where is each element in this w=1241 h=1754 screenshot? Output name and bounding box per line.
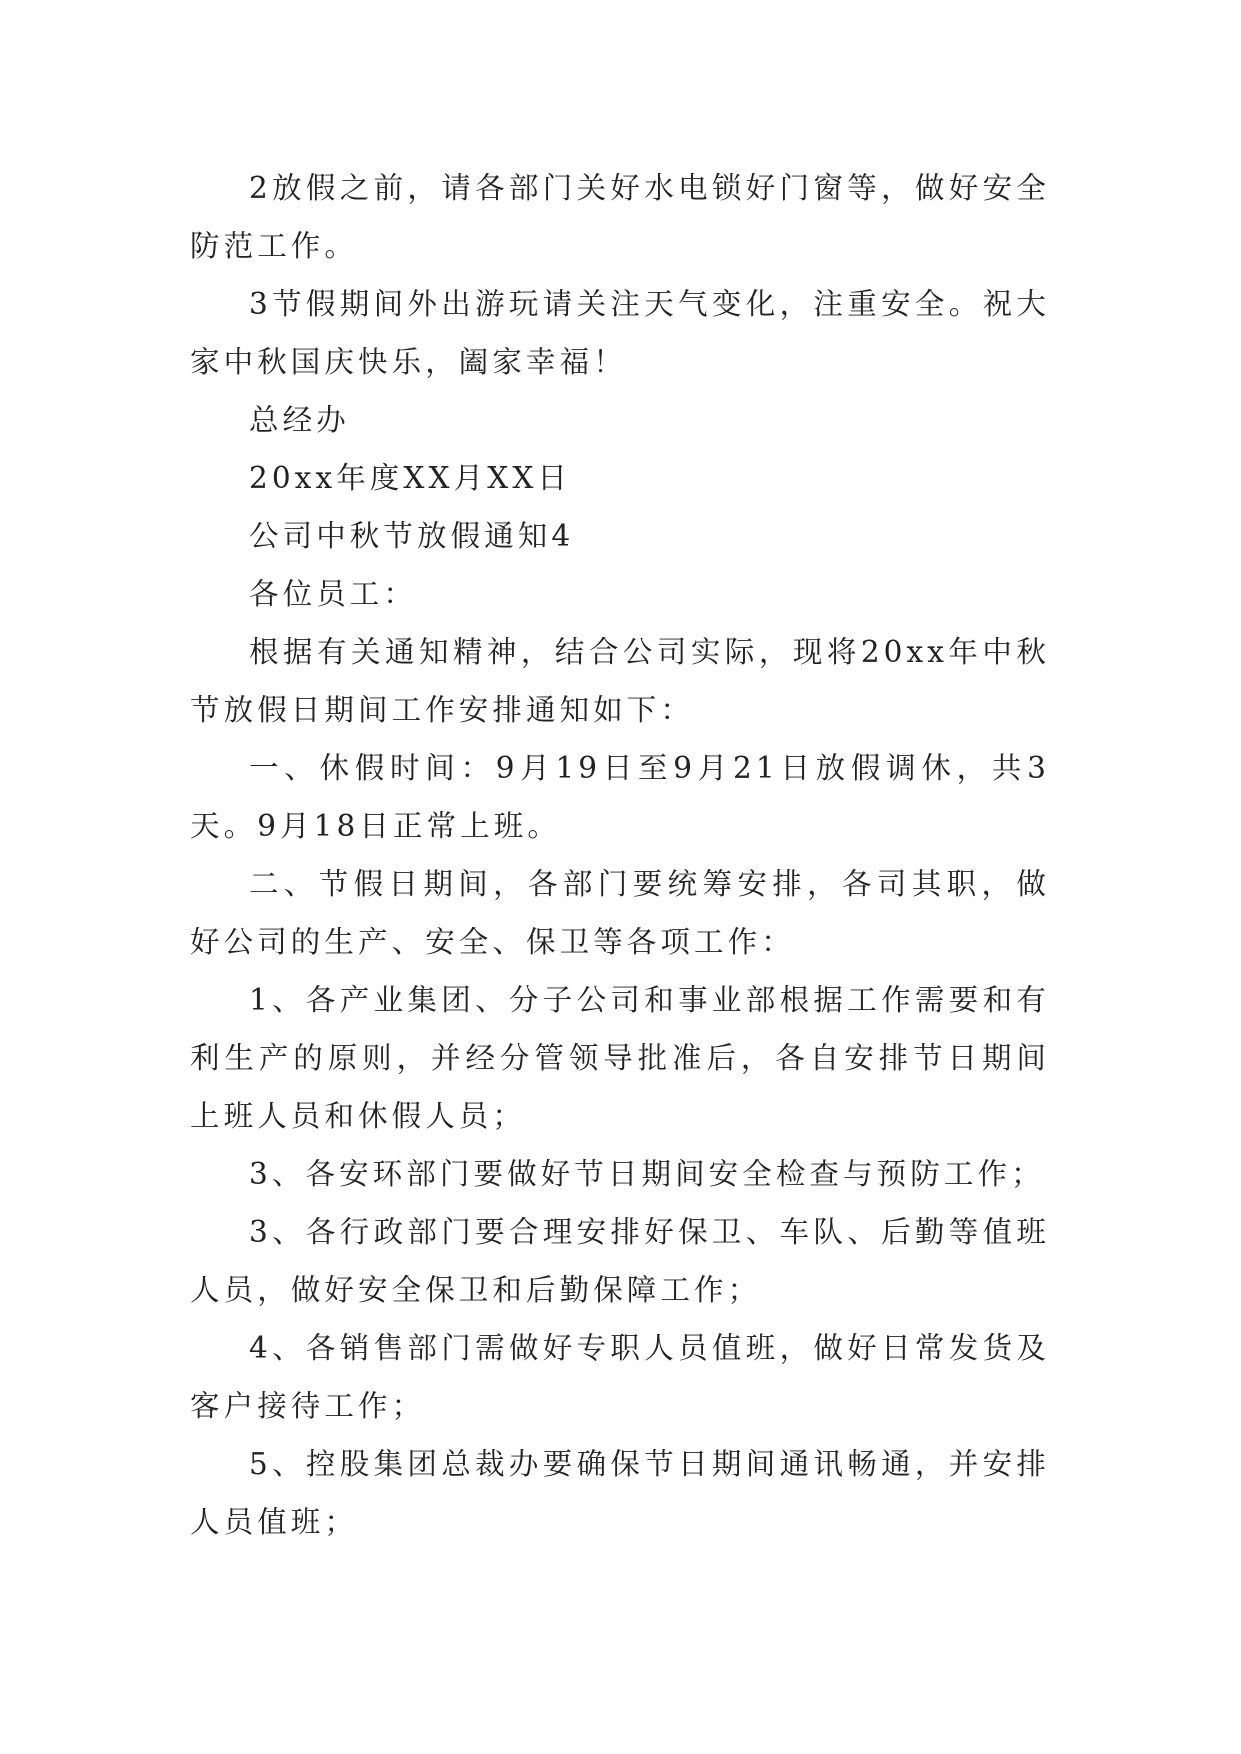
document-body [190,159,1050,1551]
list-item-safety: 3、各安环部门要做好节日期间安全检查与预防工作； [249,1157,1045,1191]
paragraph-arrangements: 二、节假日期间，各部门要统筹安排，各司其职，做好公司的生产、安全、保卫等各项工作： [190,867,1050,959]
list-item-sales: 4、各销售部门需做好专职人员值班，做好日常发货及客户接待工作； [190,1331,1050,1423]
list-item-1: 1、各产业集团、分子公司和事业部根据工作需要和有利生产的原则，并经分管领导批准后，各自安排节日期间上班人员和休假人员； [190,983,1050,1133]
notice-title: 公司中秋节放假通知4 [249,519,575,553]
salutation: 各位员工： [249,577,418,611]
list-item-admin: 3、各行政部门要合理安排好保卫、车队、后勤等值班人员，做好安全保卫和后勤保障工作； [190,1215,1050,1307]
paragraph-holiday-time: 一、休假时间：9月19日至9月21日放假调休，共3天。9月18日正常上班。 [190,751,1050,843]
paragraph-holiday-wishes: 3节假期间外出游玩请关注天气变化，注重安全。祝大家中秋国庆快乐，阖家幸福！ [190,287,1050,379]
paragraph-intro: 根据有关通知精神，结合公司实际，现将20xx年中秋节放假日期间工作安排通知如下： [190,635,1050,727]
list-item-president-office: 5、控股集团总裁办要确保节日期间通讯畅通，并安排人员值班； [190,1447,1050,1539]
paragraph-closing-safety: 2放假之前，请各部门关好水电锁好门窗等，做好安全防范工作。 [190,171,1050,263]
signature-date: 20xx年度XX月XX日 [249,461,572,495]
signature-department: 总经办 [249,403,350,437]
